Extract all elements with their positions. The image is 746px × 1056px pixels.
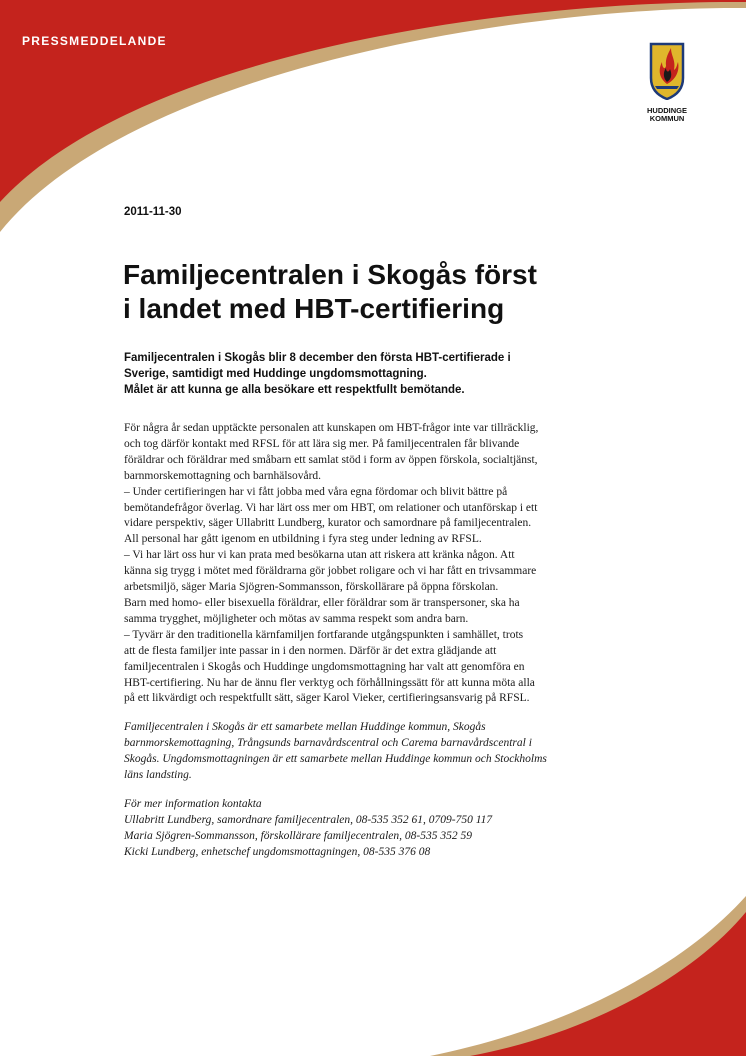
body-line: För några år sedan upptäckte personalen att kunskapen om HBT-frågor inte var tillräcklig, [124,422,539,434]
lead-line: Familjecentralen i Skogås blir 8 december den första HBT-certifierade i [124,352,511,364]
body-line: familjecentralen i Skogås och Huddinge ungdomsmottagning har valt att genomföra en [124,660,525,673]
logo-text-line2: KOMMUN [649,114,685,123]
body-line: All personal har gått igenom en utbildning i fyra steg under ledning av RFSL. [124,533,482,546]
contact-line: Maria Sjögren-Sommansson, förskollärare familjecentralen, 08-535 352 59 [124,829,472,842]
footer-swoosh [0,860,746,1056]
about-line: Skogås. Ungdomsmottagningen är ett samarbete mellan Huddinge kommun och Stockholms [124,753,547,766]
logo-text-line1: HUDDINGE [646,106,687,115]
body-line: samma trygghet, möjligheter och mötas av samma respekt som andra barn. [124,612,469,625]
lead-paragraph [124,350,624,398]
body-line: bemötandefrågor överlag. Vi har lärt oss mer om HBT, om relationer och utanförskap i ett [124,501,538,514]
contact-line: Ullabritt Lundberg, samordnare familjecentralen, 08-535 352 61, 0709-750 117 [124,813,493,826]
headline-line: i landet med HBT-certifiering [123,293,505,324]
about-line: barnmorskemottagning, Trångsunds barnavårdscentral och Carema barnavårdscentral i [124,737,532,750]
body-line: att de flesta familjer inte passar in i den normen. Därför är det extra glädjande att [124,644,497,657]
body-line: – Under certifieringen har vi fått jobba med våra egna fördomar och blivit bättre på [124,485,508,498]
press-release-label: PRESSMEDDELANDE [22,34,167,48]
body-line: Barn med homo- eller bisexuella föräldrar, eller föräldrar som är transpersoner, ska ha [124,596,520,609]
body-line: känna sig trygg i mötet med föräldrarna gör jobbet roligare och vi har fått en trivsammare [124,565,537,578]
contact-heading: För mer information kontakta [124,797,262,810]
coat-of-arms-icon [649,42,685,100]
headline-line: Familjecentralen i Skogås först [123,259,537,290]
body-line: barnmorskemottagning och barnhälsovård. [124,469,322,482]
about-line: Familjecentralen i Skogås är ett samarbete mellan Huddinge kommun, Skogås [124,721,486,734]
article-body [124,421,624,861]
contact-section [124,797,624,861]
release-date: 2011-11-30 [124,206,182,218]
about-section [124,720,624,784]
body-line: föräldrar och föräldrar med småbarn ett samlat stöd i form av öppen förskola, socialtjänst, [124,453,538,466]
lead-line: Målet är att kunna ge alla besökare ett respektfullt bemötande. [124,384,465,396]
huddinge-logo [636,42,698,126]
lead-line: Sverige, samtidigt med Huddinge ungdomsmottagning. [124,368,427,380]
banner-red-swoosh [0,0,746,202]
body-line: HBT-certifiering. Nu har de ännu fler verktyg och förhållningssätt för att kunna möta alla [124,676,535,689]
body-line: – Vi har lärt oss hur vi kan prata med besökarna utan att riskera att kränka någon. Att [124,549,515,562]
contact-line: Kicki Lundberg, enhetschef ungdomsmottagningen, 08-535 376 08 [124,845,431,858]
body-text [124,421,624,707]
body-line: arbetsmiljö, säger Maria Sjögren-Sommansson, förskollärare på öppna förskolan. [124,581,499,594]
body-line: – Tyvärr är den traditionella kärnfamiljen fortfarande utgångspunkten i samhället, trots [124,628,524,641]
body-line: och tog därför kontakt med RFSL för att lära sig mer. På familjecentralen får blivande [124,437,520,450]
footer-red-swoosh [470,912,746,1056]
body-line: på ett likvärdigt och respektfullt sätt, säger Karol Vieker, certifieringsansvarig på RFSL. [124,692,530,705]
about-line: läns landsting. [124,769,192,782]
headline [123,258,623,326]
body-line: vidare perspektiv, säger Ullabritt Lundberg, kurator och samordnare på familjecentralen. [124,517,532,530]
